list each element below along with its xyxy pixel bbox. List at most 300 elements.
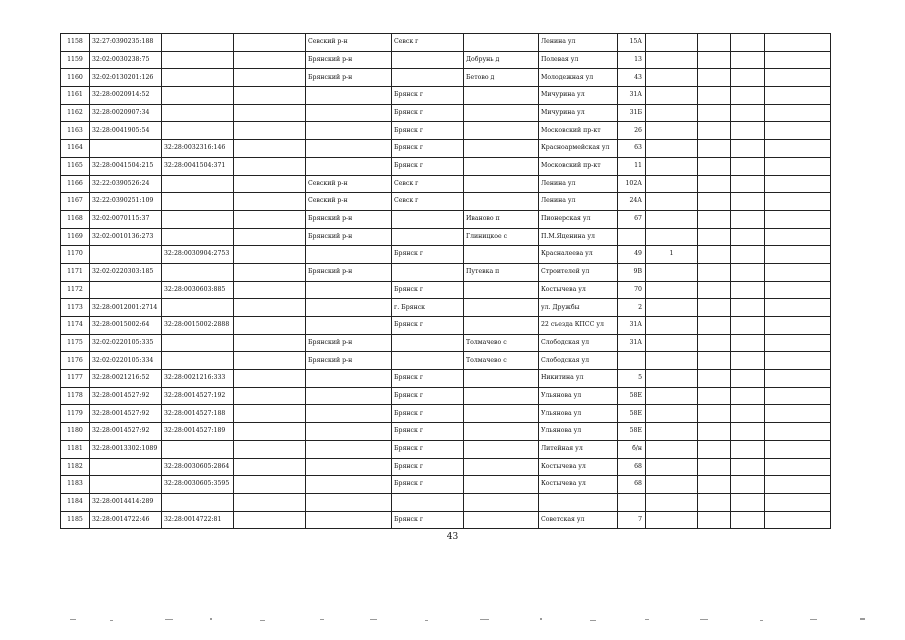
cell-cadastral-number (90, 458, 162, 476)
cell-district: Севский р-н (306, 34, 392, 52)
table-row (61, 51, 831, 69)
cell-empty (698, 140, 731, 158)
cell-locality (464, 246, 539, 264)
cell-empty (731, 511, 765, 529)
cell-locality (464, 440, 539, 458)
cell-empty (765, 228, 831, 246)
cell-district: Брянский р-н (306, 210, 392, 228)
table-row (61, 157, 831, 175)
cell-street: Советская ул (539, 511, 618, 529)
cell-extra (646, 387, 698, 405)
cell-cadastral-number-2: 32:28:0041504:371 (162, 157, 234, 175)
cell-empty (731, 263, 765, 281)
cell-row-number: 1173 (61, 299, 90, 317)
cell-street: Пионерская ул (539, 210, 618, 228)
cell-row-number: 1183 (61, 476, 90, 494)
cell-extra (646, 87, 698, 105)
cell-city: Брянск г (392, 122, 464, 140)
cell-empty (234, 476, 306, 494)
cell-cadastral-number-2: 32:28:0032316:146 (162, 140, 234, 158)
cell-row-number: 1181 (61, 440, 90, 458)
cell-district (306, 104, 392, 122)
cell-row-number: 1170 (61, 246, 90, 264)
cell-city (392, 210, 464, 228)
cell-cadastral-number-2: 32:28:0015002:2888 (162, 317, 234, 335)
cell-row-number: 1159 (61, 51, 90, 69)
table-row (61, 405, 831, 423)
cell-empty (765, 423, 831, 441)
cell-city (392, 263, 464, 281)
cell-empty (765, 458, 831, 476)
cell-district (306, 140, 392, 158)
cell-empty (765, 476, 831, 494)
cell-city (392, 51, 464, 69)
cell-empty (731, 69, 765, 87)
cell-cadastral-number (90, 476, 162, 494)
cell-empty (731, 157, 765, 175)
cell-cadastral-number: 32:02:0220303:185 (90, 263, 162, 281)
cell-empty (698, 193, 731, 211)
cell-city: Севск г (392, 175, 464, 193)
cell-city: Брянск г (392, 458, 464, 476)
cell-empty (234, 493, 306, 511)
cell-cadastral-number: 32:02:0010136:273 (90, 228, 162, 246)
cell-city: Брянск г (392, 87, 464, 105)
cell-empty (765, 370, 831, 388)
cell-city: Брянск г (392, 140, 464, 158)
cell-empty (765, 210, 831, 228)
cell-row-number: 1178 (61, 387, 90, 405)
cell-extra (646, 104, 698, 122)
cell-empty (234, 423, 306, 441)
cell-house: 7 (618, 511, 646, 529)
cell-cadastral-number: 32:28:0013302:1089 (90, 440, 162, 458)
cell-empty (234, 228, 306, 246)
cell-extra (646, 405, 698, 423)
cell-house: 68 (618, 458, 646, 476)
cell-empty (731, 387, 765, 405)
cell-empty (731, 51, 765, 69)
property-registry-table (60, 33, 831, 529)
cell-empty (731, 104, 765, 122)
cell-row-number: 1160 (61, 69, 90, 87)
cell-extra (646, 69, 698, 87)
cell-street: Ленина ул (539, 193, 618, 211)
cell-empty (234, 246, 306, 264)
cell-house: 58Е (618, 423, 646, 441)
cell-district (306, 246, 392, 264)
cell-extra (646, 34, 698, 52)
cell-city (392, 228, 464, 246)
cell-city: Севск г (392, 193, 464, 211)
table-row (61, 317, 831, 335)
cell-house: 11 (618, 157, 646, 175)
cell-empty (234, 458, 306, 476)
cell-row-number: 1158 (61, 34, 90, 52)
cell-empty (731, 405, 765, 423)
cell-empty (731, 140, 765, 158)
cell-extra (646, 140, 698, 158)
cell-cadastral-number (90, 281, 162, 299)
table-row (61, 210, 831, 228)
cell-empty (765, 440, 831, 458)
cell-empty (234, 352, 306, 370)
cell-locality (464, 423, 539, 441)
cell-empty (765, 263, 831, 281)
cell-locality: Бетово д (464, 69, 539, 87)
cell-city: Брянск г (392, 281, 464, 299)
cell-row-number: 1168 (61, 210, 90, 228)
cell-city (392, 493, 464, 511)
cell-extra (646, 440, 698, 458)
cell-empty (765, 387, 831, 405)
cell-street: Костычева ул (539, 458, 618, 476)
cell-empty (765, 281, 831, 299)
cell-cadastral-number-2 (162, 104, 234, 122)
cell-cadastral-number-2: 32:28:0030605:3595 (162, 476, 234, 494)
cell-district: Севский р-н (306, 193, 392, 211)
cell-district (306, 317, 392, 335)
cell-empty (731, 34, 765, 52)
cell-extra (646, 263, 698, 281)
cell-empty (731, 334, 765, 352)
cell-empty (765, 51, 831, 69)
cell-street (539, 493, 618, 511)
cell-cadastral-number: 32:22:0390526:24 (90, 175, 162, 193)
cell-row-number: 1163 (61, 122, 90, 140)
cell-empty (698, 493, 731, 511)
table-row (61, 104, 831, 122)
cell-cadastral-number-2 (162, 175, 234, 193)
cell-empty (234, 511, 306, 529)
cell-empty (765, 122, 831, 140)
cell-street: Ульянова ул (539, 423, 618, 441)
cell-cadastral-number-2 (162, 210, 234, 228)
cell-locality (464, 405, 539, 423)
cell-empty (698, 246, 731, 264)
cell-empty (731, 440, 765, 458)
cell-empty (731, 476, 765, 494)
cell-street: Никитина ул (539, 370, 618, 388)
cell-locality (464, 122, 539, 140)
cell-house: 13 (618, 51, 646, 69)
cell-district (306, 458, 392, 476)
cell-street: Мичурина ул (539, 104, 618, 122)
cell-locality: Путевка п (464, 263, 539, 281)
cell-cadastral-number (90, 140, 162, 158)
cell-city: Брянск г (392, 387, 464, 405)
cell-empty (765, 405, 831, 423)
cell-empty (731, 281, 765, 299)
cell-empty (765, 352, 831, 370)
cell-house: 43 (618, 69, 646, 87)
cell-extra (646, 175, 698, 193)
cell-empty (731, 317, 765, 335)
cell-empty (698, 511, 731, 529)
cell-cadastral-number: 32:28:0021216:52 (90, 370, 162, 388)
cell-house: 5 (618, 370, 646, 388)
cell-empty (765, 87, 831, 105)
cell-empty (234, 175, 306, 193)
cell-empty (234, 281, 306, 299)
cell-street: Костычева ул (539, 281, 618, 299)
cell-cadastral-number-2 (162, 334, 234, 352)
cell-empty (765, 511, 831, 529)
cell-row-number: 1164 (61, 140, 90, 158)
table-row (61, 440, 831, 458)
cell-empty (731, 352, 765, 370)
cell-cadastral-number: 32:28:0041905:54 (90, 122, 162, 140)
cell-cadastral-number: 32:27:0390235:188 (90, 34, 162, 52)
cell-locality (464, 511, 539, 529)
cell-street: Ульянова ул (539, 405, 618, 423)
cell-street: Полевая ул (539, 51, 618, 69)
cell-street: Красноармейская ул (539, 140, 618, 158)
cell-row-number: 1182 (61, 458, 90, 476)
table-row (61, 193, 831, 211)
cell-locality (464, 458, 539, 476)
cell-house: 26 (618, 122, 646, 140)
cell-cadastral-number: 32:28:0015002:64 (90, 317, 162, 335)
cell-extra (646, 476, 698, 494)
cell-cadastral-number-2 (162, 352, 234, 370)
cell-district (306, 493, 392, 511)
cell-cadastral-number-2: 32:28:0014527:192 (162, 387, 234, 405)
page-number: 43 (446, 532, 459, 542)
cell-house (618, 493, 646, 511)
cell-row-number: 1184 (61, 493, 90, 511)
cell-extra (646, 352, 698, 370)
cell-city: г. Брянск (392, 299, 464, 317)
table-row (61, 140, 831, 158)
cell-street: Молодежная ул (539, 69, 618, 87)
cell-empty (698, 69, 731, 87)
cell-district (306, 281, 392, 299)
cell-city (392, 352, 464, 370)
cell-row-number: 1171 (61, 263, 90, 281)
cell-empty (698, 387, 731, 405)
cell-house: 31Б (618, 104, 646, 122)
cell-district (306, 299, 392, 317)
cell-empty (731, 175, 765, 193)
cell-cadastral-number-2 (162, 440, 234, 458)
cell-district: Брянский р-н (306, 263, 392, 281)
cell-extra (646, 51, 698, 69)
cell-locality (464, 34, 539, 52)
cell-district (306, 122, 392, 140)
cell-city: Брянск г (392, 246, 464, 264)
cell-street: Слободская ул (539, 352, 618, 370)
cell-district: Брянский р-н (306, 334, 392, 352)
cell-extra (646, 317, 698, 335)
cell-district (306, 87, 392, 105)
cell-cadastral-number-2 (162, 34, 234, 52)
cell-empty (698, 175, 731, 193)
table-row (61, 476, 831, 494)
cell-locality: Глиницкое с (464, 228, 539, 246)
cell-empty (234, 104, 306, 122)
cell-empty (698, 228, 731, 246)
cell-extra (646, 228, 698, 246)
cell-empty (731, 299, 765, 317)
cell-street: 22 съезда КПСС ул (539, 317, 618, 335)
cell-empty (698, 87, 731, 105)
cell-empty (698, 122, 731, 140)
cell-house: 102А (618, 175, 646, 193)
cell-district (306, 405, 392, 423)
cell-empty (234, 51, 306, 69)
cell-house: 67 (618, 210, 646, 228)
cell-city: Брянск г (392, 157, 464, 175)
cell-empty (234, 299, 306, 317)
cell-cadastral-number: 32:28:0041504:215 (90, 157, 162, 175)
cell-extra (646, 210, 698, 228)
cell-empty (698, 405, 731, 423)
cell-locality (464, 317, 539, 335)
cell-locality (464, 493, 539, 511)
cell-street: Московский пр-кт (539, 157, 618, 175)
table-row (61, 87, 831, 105)
cell-cadastral-number: 32:02:0070115:37 (90, 210, 162, 228)
cell-house (618, 228, 646, 246)
table-row (61, 281, 831, 299)
cell-empty (698, 34, 731, 52)
cell-street: Ленина ул (539, 34, 618, 52)
cell-cadastral-number-2: 32:28:0030603:885 (162, 281, 234, 299)
cell-empty (731, 423, 765, 441)
table-row (61, 246, 831, 264)
cell-city: Брянск г (392, 317, 464, 335)
cell-extra: 1 (646, 246, 698, 264)
cell-row-number: 1177 (61, 370, 90, 388)
cell-house: 49 (618, 246, 646, 264)
cell-row-number: 1175 (61, 334, 90, 352)
cell-empty (731, 370, 765, 388)
cell-house: б/н (618, 440, 646, 458)
cell-extra (646, 281, 698, 299)
cell-cadastral-number-2 (162, 193, 234, 211)
cell-locality (464, 299, 539, 317)
cell-empty (234, 405, 306, 423)
cell-street: Московский пр-кт (539, 122, 618, 140)
cell-extra (646, 493, 698, 511)
cell-empty (698, 334, 731, 352)
cell-locality (464, 104, 539, 122)
cell-row-number: 1179 (61, 405, 90, 423)
cell-empty (731, 122, 765, 140)
cell-empty (731, 193, 765, 211)
cell-locality (464, 87, 539, 105)
cell-empty (234, 140, 306, 158)
cell-cadastral-number-2: 32:28:0030904:2753 (162, 246, 234, 264)
cell-house: 58Е (618, 387, 646, 405)
cell-street: П.М.Яценина ул (539, 228, 618, 246)
cell-cadastral-number: 32:28:0014527:92 (90, 423, 162, 441)
cell-extra (646, 299, 698, 317)
cell-house (618, 352, 646, 370)
cell-cadastral-number-2 (162, 51, 234, 69)
cell-locality (464, 157, 539, 175)
cell-house: 24А (618, 193, 646, 211)
cell-locality (464, 175, 539, 193)
cell-empty (234, 157, 306, 175)
cell-empty (698, 476, 731, 494)
cell-street: ул. Дружбы (539, 299, 618, 317)
cell-empty (234, 69, 306, 87)
cell-empty (765, 104, 831, 122)
table-row (61, 34, 831, 52)
cell-empty (234, 370, 306, 388)
cell-city: Брянск г (392, 511, 464, 529)
cell-street: Костычева ул (539, 476, 618, 494)
cell-district: Брянский р-н (306, 228, 392, 246)
cell-extra (646, 122, 698, 140)
cell-house: 31А (618, 317, 646, 335)
cell-cadastral-number-2 (162, 493, 234, 511)
table-row (61, 122, 831, 140)
cell-empty (731, 493, 765, 511)
cell-district (306, 423, 392, 441)
cell-house: 70 (618, 281, 646, 299)
cell-empty (731, 246, 765, 264)
cell-cadastral-number: 32:02:0030238:75 (90, 51, 162, 69)
cell-empty (698, 370, 731, 388)
cell-empty (234, 122, 306, 140)
cell-empty (698, 157, 731, 175)
cell-district: Севский р-н (306, 175, 392, 193)
cell-empty (234, 317, 306, 335)
cell-cadastral-number-2 (162, 122, 234, 140)
cell-empty (765, 193, 831, 211)
cell-empty (698, 458, 731, 476)
cell-street: Литейная ул (539, 440, 618, 458)
table-row (61, 228, 831, 246)
table-row (61, 387, 831, 405)
table-row (61, 352, 831, 370)
cell-city: Севск г (392, 34, 464, 52)
cell-cadastral-number: 32:02:0220105:335 (90, 334, 162, 352)
cell-empty (698, 299, 731, 317)
cell-extra (646, 157, 698, 175)
cell-empty (765, 299, 831, 317)
cell-house: 15А (618, 34, 646, 52)
cell-cadastral-number-2 (162, 69, 234, 87)
cell-city: Брянск г (392, 440, 464, 458)
cell-empty (698, 281, 731, 299)
cell-cadastral-number: 32:28:0014414:289 (90, 493, 162, 511)
cell-empty (765, 175, 831, 193)
cell-city: Брянск г (392, 104, 464, 122)
cell-district: Брянский р-н (306, 51, 392, 69)
cell-street: Ульянова ул (539, 387, 618, 405)
cell-cadastral-number: 32:28:0014527:92 (90, 387, 162, 405)
cell-row-number: 1167 (61, 193, 90, 211)
cell-house: 2 (618, 299, 646, 317)
cell-house: 68 (618, 476, 646, 494)
table-row (61, 334, 831, 352)
cell-empty (765, 317, 831, 335)
cell-city: Брянск г (392, 370, 464, 388)
cell-empty (765, 69, 831, 87)
cell-empty (234, 193, 306, 211)
cell-cadastral-number: 32:28:0014527:92 (90, 405, 162, 423)
cell-row-number: 1165 (61, 157, 90, 175)
cell-district (306, 387, 392, 405)
cell-street: Ленина ул (539, 175, 618, 193)
cell-locality: Толмачево с (464, 352, 539, 370)
cell-extra (646, 511, 698, 529)
cell-street: Слободская ул (539, 334, 618, 352)
